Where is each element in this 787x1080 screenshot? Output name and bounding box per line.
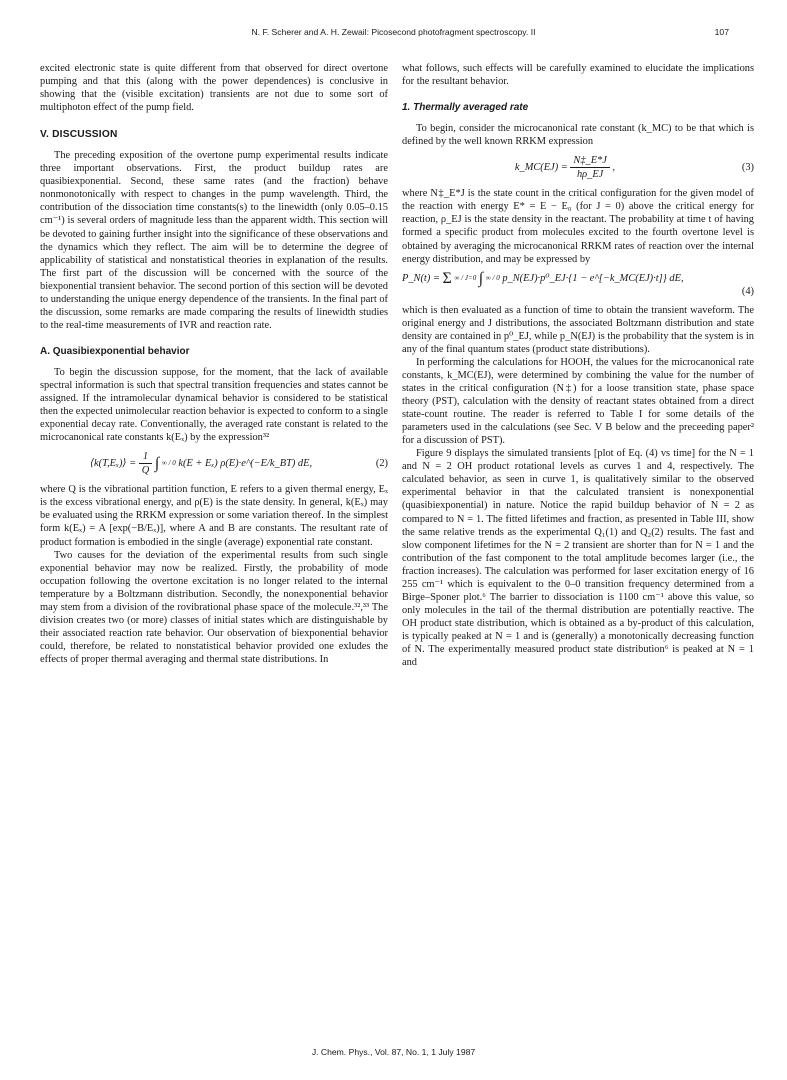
eq-tail: , bbox=[612, 162, 616, 174]
eq-lhs: ⟨k(T,Eₓ)⟩ = bbox=[89, 458, 137, 470]
equation-number: (4) bbox=[741, 285, 754, 297]
running-title: N. F. Scherer and A. H. Zewail: Picosecond photofragment spectroscopy. II bbox=[251, 27, 536, 37]
equation-3 bbox=[402, 154, 754, 181]
eq-lhs: P_N(t) = bbox=[402, 272, 440, 284]
eq-rhs: k(E + Eₓ) ρ(E)·e^(−E/k_BT) dE, bbox=[178, 458, 313, 470]
paragraph: To begin, consider the microcanonical rate constant (k_MC) to be that which is defined by the well known RRKM expression bbox=[402, 123, 754, 148]
equation-body bbox=[402, 269, 754, 287]
sum-sign: Σ bbox=[442, 269, 452, 287]
eq-lhs: k_MC(EJ) = bbox=[514, 162, 568, 174]
paragraph: where N‡_E*J is the state count in the critical configuration for the given model of the reaction with energy E* = E − E₀ (for J = 0) above the critical energy for reaction, ρ_EJ is the state density in the reactant. The probability at time t of having formed a specific product from molecules excited to the fourth overtone level is obtained by averaging the microcanonical RRKM rates of reaction over the internal energy distribution, and may be expressed by bbox=[402, 188, 754, 265]
equation-body bbox=[402, 154, 728, 181]
integral-limits: ∞ / 0 bbox=[485, 273, 500, 282]
running-head bbox=[0, 27, 787, 41]
journal-citation: J. Chem. Phys., Vol. 87, No. 1, 1 July 1987 bbox=[311, 1047, 476, 1057]
frac-bottom: hρ_EJ bbox=[576, 169, 604, 181]
page-number: 107 bbox=[714, 27, 729, 37]
paragraph: what follows, such effects will be carefully examined to elucidate the implications for the resultant behavior. bbox=[402, 63, 754, 88]
equation-number: (3) bbox=[741, 162, 754, 174]
paragraph: where Q is the vibrational partition function, E refers to a given thermal energy, Eₓ is the excess vibrational energy, and ρ(E) is the state density. In general, k(Eₓ) may be evaluated using the RRKM expression or some variation thereof. In the simplest form k(Eₓ) = A [exp(−B/Eₓ)], where A and B are constants. The resultant rate of product formation is embodied in the single (average) exponential rate constant. bbox=[40, 484, 388, 548]
section-heading: V. DISCUSSION bbox=[40, 129, 118, 141]
frac-top: N‡_E*J bbox=[570, 154, 609, 168]
paragraph: which is then evaluated as a function of time to obtain the transient waveform. The original energy and J distributions, the associated Boltzmann distribution and state density are contained in p⁰_EJ, while p_N(EJ) is the probability that the system is in any of the final quantum states (product state distributions). bbox=[402, 304, 754, 355]
eq-rhs: p_N(EJ)·p⁰_EJ·{1 − e^[−k_MC(EJ)·t]} dE, bbox=[502, 272, 684, 284]
frac-top: 1 bbox=[139, 450, 153, 464]
eq-fraction bbox=[570, 154, 609, 181]
integral-sign: ∫ bbox=[478, 269, 484, 287]
frac-bottom: Q bbox=[141, 465, 150, 477]
equation-4 bbox=[402, 269, 754, 298]
equation-2 bbox=[40, 450, 388, 477]
eq-fraction bbox=[139, 450, 153, 477]
equation-number: (2) bbox=[375, 458, 388, 470]
left-column bbox=[40, 62, 388, 666]
paragraph: To begin the discussion suppose, for the moment, that the lack of available spectral information is such that spectral transition frequencies and states cannot be assigned. If the intramolecular dynamical behavior is considered to be statistical then the expected unimolecular reaction behavior is expected to conform to a single exponential decay rate. Conventionally, the averaged rate constant is related to the microcanonical rate constants k(Eₓ) by the expression³² bbox=[40, 366, 388, 444]
sum-limits: ∞ / J=0 bbox=[454, 273, 477, 282]
subsection-heading: A. Quasibiexponential behavior bbox=[40, 345, 190, 357]
paragraph: Two causes for the deviation of the experimental results from such single exponential behavior may now be realized. Firstly, the probability of mode occupation following the overtone excitation is no longer related to the internal temperature by a Boltzmann distribution. Secondly, the nonexponential behavior may stem from a division of the rovibrational phase space of the molecule.³²,³³ The division creates two (or more) classes of initial states which are distinguishable by their associated reaction rate behavior. Our observation of biexponential behavior could, therefore, be related to nonstatistical behavior provided one exludes the effects of proper thermal averaging and thermal state distributions. In bbox=[40, 549, 388, 665]
right-column bbox=[402, 62, 754, 669]
paragraph: In performing the calculations for HOOH, the values for the microcanonical rate constants, k_MC(EJ), were determined by combining the value for the number of states in the critical configuration (N‡) for a loose transition state, phase space theory (PST), calculation with the density of reactant states obtained from a direct state-count routine. The reader is referred to Table I for some details of the parameters used in the calculations (see Sec. V B below and the preceeding paper² for a discussion of PST). bbox=[402, 356, 754, 447]
paragraph: The preceding exposition of the overtone pump experimental results indicate three important observations. First, the product buildup rates are quasibiexponential. Second, these same rates (and the fraction) behave nonmonotonically with respect to changes in the pump wavelength. Third, the contribution of the dissociation time constants(s) to the linewidth (only 0.05–0.15 cm⁻¹) is several orders of magnitude less than the apparent width. This section will be devoted to gaining further insight into the significance of these observations and the dynamics which they reflect. The aim will be to determine the degree of applicability of statistical and nonstatistical theories in explanation of the results. The first part of the discussion will be concerned with the source of the biexponential transient behavior. The second portion of this section will be devoted to understanding the unique energy dependence of the transients. In the final part of the discussion, some remarks are made comparing the results of linewidth studies to the real-time measurements of IVR and reaction rate. bbox=[40, 150, 388, 331]
integral-limits: ∞ / 0 bbox=[161, 459, 176, 468]
equation-body bbox=[40, 450, 362, 477]
integral-sign: ∫ bbox=[154, 455, 160, 473]
paragraph: Figure 9 displays the simulated transients [plot of Eq. (4) vs time] for the N = 1 and N = 2 OH product rotational levels as curves 1 and 4, respectively. The calculated behavior, as seen in curve 1, is qualitatively similar to the observed experimental behavior in that the calculated transient is nonexponential (quasibiexponential) in nature. Notice the rapid buildup behavior of N = 2 as compared to N = 1. The fitted lifetimes and fraction, as presented in Table III, show the same relative trends as the experimental Q₁(1) and Q₂(2) results. The fast and slow component lifetimes for the N = 2 transient are shorter than for N = 1 and the contribution of the fast component to the total amplitude becomes larger (i.e., the fraction increases). The calculation was performed for laser excitation energy of 16 255 cm⁻¹ which is equivalent to the 0–0 transition frequency determined from a Birge–Sponer plot.⁶ The barrier to dissociation is 1100 cm⁻¹ above this value, so only molecules in the tail of the thermal distribution are potentially reactive. The OH product state distribution, which is obtained as a by-product of this calculation, is typically peaked at N = 1 and is (generally) a monotonically decreasing function of N. The experimentally measured product state distribution⁶ is peaked at N = 1 and bbox=[402, 448, 754, 669]
subsection-heading: 1. Thermally averaged rate bbox=[402, 102, 529, 114]
paragraph: excited electronic state is quite different from that observed for direct overtone pumping and that this (along with the power dependences) is conclusive in showing that the (visible excitation) transients are not due to some sort of multiphoton effect of the pump field. bbox=[40, 63, 388, 114]
